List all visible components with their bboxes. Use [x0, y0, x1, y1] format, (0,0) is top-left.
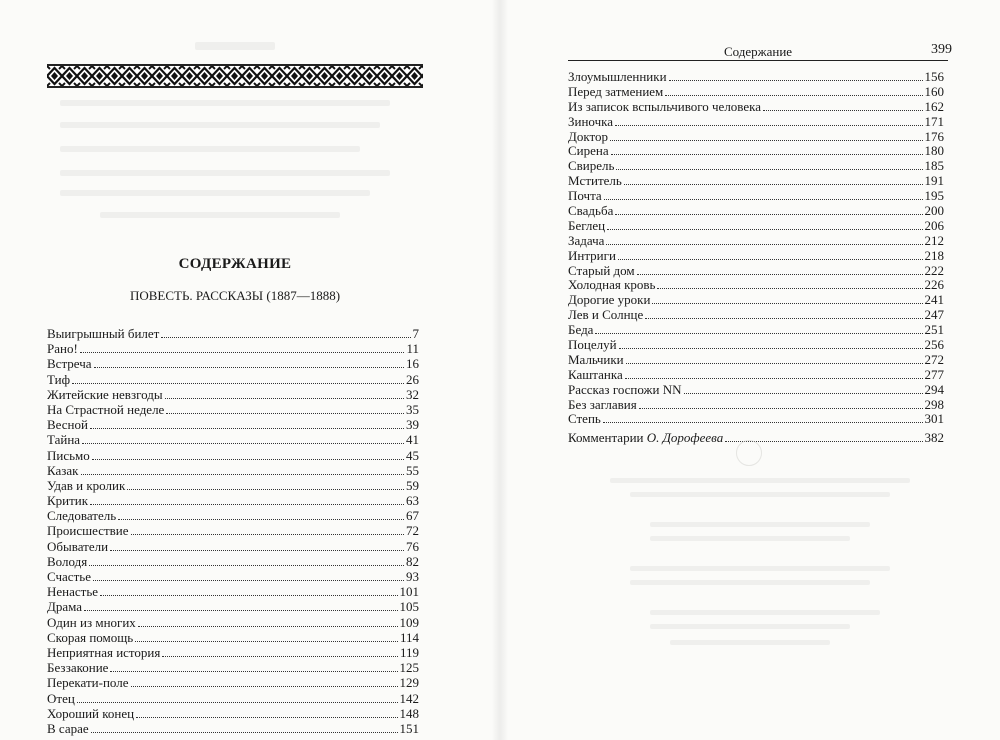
toc-entry [568, 308, 944, 323]
dot-leader [100, 585, 397, 596]
toc-entry [47, 326, 419, 341]
toc-entry-page: 191 [924, 173, 944, 189]
lattice-ornament-icon [47, 66, 423, 86]
toc-entry-page: 82 [406, 553, 419, 569]
dot-leader [138, 616, 398, 627]
page-number: 399 [931, 42, 952, 57]
dot-leader [136, 707, 397, 718]
dot-leader [616, 159, 922, 170]
toc-entry-page: 101 [399, 584, 419, 600]
toc-entry-title: Каштанка [568, 366, 623, 382]
toc-entry-title: Критик [47, 493, 89, 509]
toc-entry-page: 218 [924, 247, 944, 263]
toc-entry [568, 323, 944, 338]
toc-list-right [568, 70, 944, 446]
toc-entry-page: 125 [399, 660, 419, 676]
toc-entry-page: 59 [406, 477, 419, 493]
toc-list-left [47, 326, 419, 736]
dot-leader [615, 115, 922, 126]
toc-entry [47, 691, 419, 706]
dot-leader [645, 308, 922, 319]
dot-leader [93, 570, 404, 581]
toc-entry-title: Мститель [568, 173, 622, 189]
toc-entry-page: 11 [406, 341, 419, 357]
toc-entry [47, 478, 419, 493]
dot-leader [669, 70, 923, 81]
toc-entry [568, 100, 944, 115]
toc-entry-title: Володя [47, 553, 88, 569]
dot-leader [77, 692, 398, 703]
dot-leader [595, 323, 922, 334]
toc-entry [47, 721, 419, 736]
toc-entry-title: Холодная кровь [568, 277, 656, 293]
toc-entry-title: Тиф [47, 371, 70, 387]
toc-entry [47, 630, 419, 645]
toc-entry-page: 151 [399, 720, 419, 736]
bleed-through-mark [60, 100, 390, 106]
toc-entry-title: Неприятная история [47, 644, 161, 660]
toc-entry-page: 156 [924, 69, 944, 84]
dot-leader [80, 342, 405, 353]
toc-entry-page: 119 [399, 644, 419, 660]
dot-leader [131, 676, 398, 687]
toc-entry-title: Рано! [47, 341, 78, 357]
toc-entry-page: 7 [412, 326, 419, 341]
toc-entry-page: 301 [924, 411, 944, 427]
dot-leader [603, 412, 923, 423]
toc-entry-title: Зиночка [568, 113, 614, 129]
bleed-through-mark [630, 580, 870, 585]
toc-entry-title: Дорогие уроки [568, 292, 651, 308]
dot-leader [82, 433, 404, 444]
toc-entry-page: 76 [406, 538, 419, 554]
toc-entry [47, 387, 419, 402]
toc-entry [47, 523, 419, 538]
dot-leader [166, 403, 404, 414]
toc-entry [47, 706, 419, 721]
bleed-through-mark [60, 122, 380, 128]
toc-entry [47, 645, 419, 660]
toc-entry-page: 63 [406, 493, 419, 509]
dot-leader [118, 509, 404, 520]
dot-leader [618, 249, 923, 260]
dot-leader [607, 219, 922, 230]
toc-entry [568, 398, 944, 413]
toc-entry [568, 249, 944, 264]
toc-entry-page: 41 [406, 432, 419, 448]
decorative-ornament-band [47, 64, 423, 88]
toc-entry-page: 241 [924, 292, 944, 308]
toc-entry-title: Перекати-поле [47, 675, 129, 691]
toc-entry-page: 55 [406, 462, 419, 478]
toc-entry [568, 204, 944, 219]
toc-entry-page: 200 [924, 203, 944, 219]
toc-entry-title: Отец [47, 690, 75, 706]
toc-entry-page: 222 [924, 262, 944, 278]
toc-entry-page: 26 [406, 371, 419, 387]
toc-entry [47, 402, 419, 417]
toc-entry-page: 162 [924, 98, 944, 114]
dot-leader [72, 373, 404, 384]
toc-entry [568, 412, 944, 427]
toc-entry-title: Удав и кролик [47, 477, 126, 493]
toc-entry-page: 114 [399, 629, 419, 645]
toc-entry-title: Тайна [47, 432, 81, 448]
toc-entry-title: Задача [568, 232, 605, 248]
dot-leader [94, 357, 404, 368]
toc-entry-title: Происшествие [47, 523, 129, 539]
toc-entry [568, 174, 944, 189]
bleed-through-mark [610, 478, 910, 483]
dot-leader [606, 234, 922, 245]
toc-entry [568, 144, 944, 159]
toc-entry-title: Житейские невзгоды [47, 386, 163, 402]
toc-entry-page: 256 [924, 337, 944, 353]
toc-entry-page: 171 [924, 113, 944, 129]
dot-leader [84, 600, 397, 611]
toc-entry-title: Обыватели [47, 538, 109, 554]
toc-entry-title: Интриги [568, 247, 616, 263]
right-page [500, 0, 1000, 740]
toc-entry-page: 109 [399, 614, 419, 630]
toc-entry-title: Лев и Солнце [568, 307, 644, 323]
toc-title: СОДЕРЖАНИЕ [178, 256, 292, 272]
toc-entry [47, 417, 419, 432]
toc-entry-page: 129 [399, 675, 419, 691]
toc-entry-page: 32 [406, 386, 419, 402]
toc-section-heading: ПОВЕСТЬ. РАССКАЗЫ (1887—1888) [129, 288, 341, 303]
toc-entry-page: 105 [399, 599, 419, 615]
toc-entry-title: Степь [568, 411, 601, 427]
bleed-through-mark [670, 640, 830, 645]
comments-label: Комментарии [568, 430, 644, 446]
dot-leader [110, 540, 404, 551]
dot-leader [81, 464, 405, 475]
toc-entry-page: 247 [924, 307, 944, 323]
toc-entry-title: Счастье [47, 569, 91, 584]
dot-leader [626, 353, 923, 364]
dot-leader [624, 174, 923, 185]
toc-entry-page: 382 [924, 430, 944, 446]
dot-leader [684, 383, 923, 394]
toc-entry-page: 185 [924, 158, 944, 174]
toc-entry-page: 251 [924, 322, 944, 338]
toc-entry-page: 148 [399, 705, 419, 721]
toc-entry-title: Встреча [47, 356, 92, 372]
toc-entry-page: 272 [924, 351, 944, 367]
toc-entry-title [568, 431, 723, 446]
toc-entry [47, 660, 419, 675]
dot-leader [90, 494, 404, 505]
bleed-through-mark [60, 170, 390, 176]
toc-entry [568, 368, 944, 383]
toc-entry-title: Беглец [568, 217, 606, 233]
dot-leader [665, 85, 922, 96]
dot-leader [131, 524, 404, 535]
toc-entry-page: 72 [406, 523, 419, 539]
toc-entry-title: Ненастье [47, 584, 99, 600]
dot-leader [90, 418, 404, 429]
toc-entry-title: Злоумышленники [568, 69, 667, 84]
toc-entry [47, 493, 419, 508]
toc-entry-page: 195 [924, 188, 944, 204]
bleed-through-mark [630, 492, 890, 497]
dot-leader [763, 100, 922, 111]
toc-entry-title: Хороший конец [47, 705, 135, 721]
toc-entry [568, 383, 944, 398]
toc-entry-page: 16 [406, 356, 419, 372]
toc-entry-page: 180 [924, 143, 944, 159]
toc-entry-page: 142 [399, 690, 419, 706]
toc-entry-title: Драма [47, 599, 83, 615]
toc-entry-title: Перед затмением [568, 83, 664, 99]
toc-entry [47, 463, 419, 478]
toc-entry-title: Сирена [568, 143, 609, 159]
comments-author: О. Дорофеева [646, 430, 724, 446]
toc-entry [47, 675, 419, 690]
dot-leader [165, 388, 404, 399]
toc-entry [47, 615, 419, 630]
toc-entry [568, 115, 944, 130]
toc-entry-title: Беда [568, 322, 594, 338]
toc-entry [568, 264, 944, 279]
dot-leader [610, 130, 922, 141]
toc-entry [568, 293, 944, 308]
toc-entry [47, 448, 419, 463]
toc-entry-title: Почта [568, 188, 602, 204]
toc-entry [47, 554, 419, 569]
toc-entry-page: 39 [406, 417, 419, 433]
toc-entry-title: Свадьба [568, 203, 614, 219]
toc-entry [568, 219, 944, 234]
toc-entry-title: Весной [47, 417, 88, 433]
toc-entry-page: 298 [924, 396, 944, 412]
toc-entry-title: Старый дом [568, 262, 635, 278]
toc-entry-page: 93 [406, 569, 419, 584]
toc-entry-page: 294 [924, 381, 944, 397]
toc-entry [568, 353, 944, 368]
toc-entry [568, 189, 944, 204]
toc-entry-page: 160 [924, 83, 944, 99]
toc-entry-title: Мальчики [568, 351, 624, 367]
running-head-title: Содержание [723, 44, 793, 59]
toc-entry-title: В сарае [47, 720, 89, 736]
dot-leader [615, 204, 922, 215]
toc-entry-title: Из записок вспыльчивого человека [568, 98, 762, 114]
dot-leader [657, 278, 922, 289]
toc-entry-page: 226 [924, 277, 944, 293]
toc-entry [568, 338, 944, 353]
running-head [568, 42, 952, 61]
toc-entry [47, 432, 419, 447]
dot-leader [637, 264, 923, 275]
dot-leader [161, 327, 410, 338]
toc-entry-page: 176 [924, 128, 944, 144]
bleed-through-mark [650, 536, 850, 541]
dot-leader [110, 661, 397, 672]
dot-leader [91, 722, 398, 733]
bleed-through-mark [195, 42, 275, 50]
toc-entry-title: Доктор [568, 128, 609, 144]
toc-entry-page: 277 [924, 366, 944, 382]
toc-entry [568, 70, 944, 85]
bleed-through-mark [650, 522, 870, 527]
dot-leader [619, 338, 923, 349]
toc-entry-page: 45 [406, 447, 419, 463]
toc-entry [568, 159, 944, 174]
dot-leader [604, 189, 923, 200]
dot-leader [625, 368, 923, 379]
toc-entry-title: Свирель [568, 158, 615, 174]
toc-entry [568, 85, 944, 100]
toc-entry [47, 508, 419, 523]
dot-leader [135, 631, 398, 642]
toc-entry [568, 278, 944, 293]
toc-entry-page: 206 [924, 217, 944, 233]
toc-entry-title: Следователь [47, 508, 117, 524]
toc-entry-title: Без заглавия [568, 396, 637, 412]
dot-leader [92, 449, 404, 460]
toc-entry-title: Казак [47, 462, 79, 478]
toc-entry-page: 35 [406, 401, 419, 417]
bleed-through-mark [630, 566, 890, 571]
toc-entry-title: Выигрышный билет [47, 326, 160, 341]
bleed-through-mark [60, 190, 370, 196]
toc-entry [47, 539, 419, 554]
toc-entry [568, 130, 944, 145]
bleed-through-mark [60, 146, 360, 152]
toc-entry-page: 212 [924, 232, 944, 248]
dot-leader [611, 144, 923, 155]
toc-entry-title: Один из многих [47, 614, 136, 630]
bleed-through-mark [650, 610, 880, 615]
toc-entry-title: Беззаконие [47, 660, 109, 676]
toc-entry [568, 234, 944, 249]
toc-entry [47, 372, 419, 387]
bleed-through-mark [100, 212, 340, 218]
toc-entry [47, 599, 419, 614]
dot-leader [127, 479, 404, 490]
toc-entry [47, 569, 419, 584]
dot-leader [162, 646, 398, 657]
dot-leader [639, 398, 923, 409]
toc-entry [47, 341, 419, 356]
dot-leader [652, 293, 922, 304]
toc-entry [47, 584, 419, 599]
bleed-through-mark [650, 624, 850, 629]
toc-entry-title: Поцелуй [568, 337, 617, 353]
toc-entry-title: Письмо [47, 447, 90, 463]
toc-entry-title: Скорая помощь [47, 629, 134, 645]
dot-leader [89, 555, 404, 566]
toc-entry-title: На Страстной неделе [47, 401, 165, 417]
toc-entry-title: Рассказ госпожи NN [568, 381, 682, 397]
toc-entry-page: 67 [406, 508, 419, 524]
bleed-through-emblem [736, 440, 762, 466]
toc-entry [47, 356, 419, 371]
